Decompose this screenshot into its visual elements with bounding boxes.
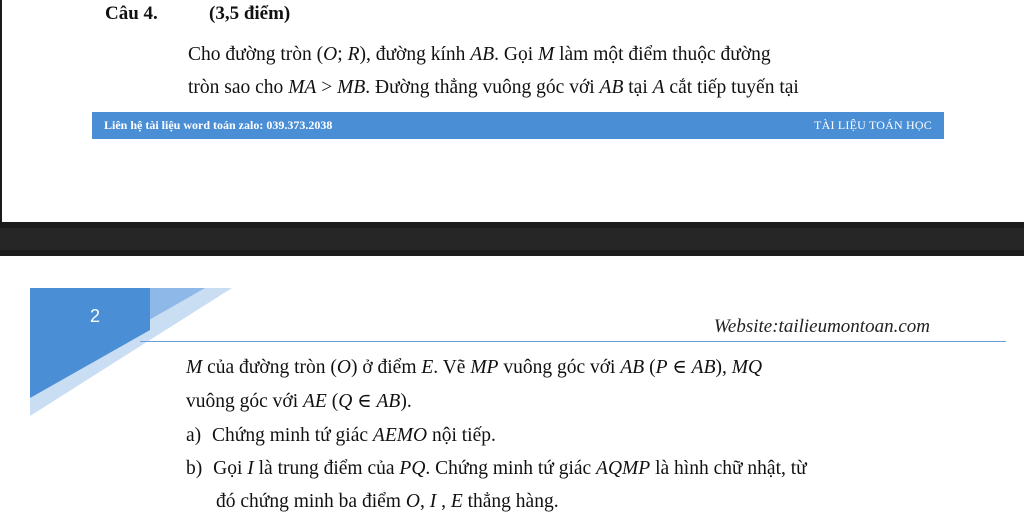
page-gap-inner (0, 228, 1024, 250)
math-symbol: MQ (731, 357, 763, 378)
text-segment: vuông góc với (498, 357, 621, 378)
list-item-b-continued (216, 485, 559, 518)
math-symbol: AB (599, 77, 624, 98)
page-top (0, 0, 1024, 222)
text-segment: là trung điểm của (253, 458, 400, 479)
page-gap (0, 222, 1024, 256)
header-rule (140, 341, 1006, 342)
question-label: Câu 4. (105, 3, 158, 24)
math-symbol: AB (620, 357, 645, 378)
paragraph-line-2 (188, 71, 799, 104)
list-item-b (186, 452, 807, 485)
text-segment: ), (715, 357, 732, 378)
math-symbol: AB (470, 44, 495, 65)
page-number: 2 (90, 306, 101, 326)
text-segment: . Vẽ (433, 357, 471, 378)
text-segment: làm một điểm thuộc đường (554, 44, 771, 65)
math-symbol: E (450, 491, 463, 512)
text-segment: thẳng hàng. (462, 491, 559, 512)
math-symbol: I (429, 491, 437, 512)
math-symbol: MB (337, 77, 366, 98)
text-segment: ∈ (352, 391, 377, 412)
text-segment: > (316, 77, 338, 98)
math-symbol: O (323, 44, 338, 65)
text-segment: của đường tròn ( (202, 357, 337, 378)
math-symbol: AB (691, 357, 716, 378)
paragraph-line-1 (188, 38, 771, 71)
website-label: Website:tailieumontoan.com (713, 316, 930, 337)
math-symbol: O (336, 357, 351, 378)
footer-contact: Liên hệ tài liệu word toán zalo: 039.373.2038 (104, 118, 333, 132)
list-item-label: a) (186, 425, 202, 446)
text-segment: ). (400, 391, 412, 412)
math-symbol: R (347, 44, 360, 65)
text-segment: tại (623, 77, 653, 98)
page-footer-bar (92, 112, 944, 139)
text-segment: Chứng minh tứ giác (212, 425, 373, 446)
page-bottom (0, 256, 1024, 518)
text-segment: tròn sao cho (188, 77, 289, 98)
text-segment: . Đường thẳng vuông góc với (365, 77, 600, 98)
list-item-a (186, 419, 496, 452)
math-symbol: Q (338, 391, 353, 412)
text-segment: ), đường kính (359, 44, 471, 65)
text-segment: nội tiếp. (427, 425, 496, 446)
math-symbol: MP (470, 357, 499, 378)
text-segment: ; (337, 44, 348, 65)
footer-brand: TÀI LIỆU TOÁN HỌC (814, 118, 932, 132)
text-segment: , (436, 491, 451, 512)
math-symbol: AE (303, 391, 327, 412)
math-symbol: A (652, 77, 665, 98)
math-symbol: M (537, 44, 555, 65)
math-symbol: MA (288, 77, 317, 98)
text-segment: cắt tiếp tuyến tại (664, 77, 799, 98)
math-symbol: PQ (399, 458, 426, 479)
text-segment: vuông góc với (186, 391, 304, 412)
text-segment: . Gọi (494, 44, 538, 65)
text-segment: ∈ (667, 357, 692, 378)
text-segment: Cho đường tròn ( (188, 44, 324, 65)
math-symbol: AB (376, 391, 401, 412)
text-segment: Gọi (213, 458, 248, 479)
text-segment: ( (326, 391, 339, 412)
paragraph-line-4 (186, 385, 412, 418)
math-symbol: O (405, 491, 420, 512)
list-item-label: b) (186, 458, 203, 479)
text-segment: , (419, 491, 430, 512)
text-segment: đó chứng minh ba điểm (216, 491, 406, 512)
text-segment: ( (644, 357, 656, 378)
math-symbol: M (186, 357, 203, 378)
text-segment: là hình chữ nhật, từ (650, 458, 807, 479)
math-symbol: I (247, 458, 254, 479)
paragraph-line-3 (186, 351, 762, 384)
question-points: (3,5 điểm) (209, 3, 291, 24)
math-symbol: P (655, 357, 668, 378)
math-symbol: AQMP (596, 458, 651, 479)
math-symbol: E (421, 357, 434, 378)
text-segment: ) ở điểm (350, 357, 422, 378)
text-segment: . Chứng minh tứ giác (425, 458, 597, 479)
math-symbol: AEMO (372, 425, 428, 446)
